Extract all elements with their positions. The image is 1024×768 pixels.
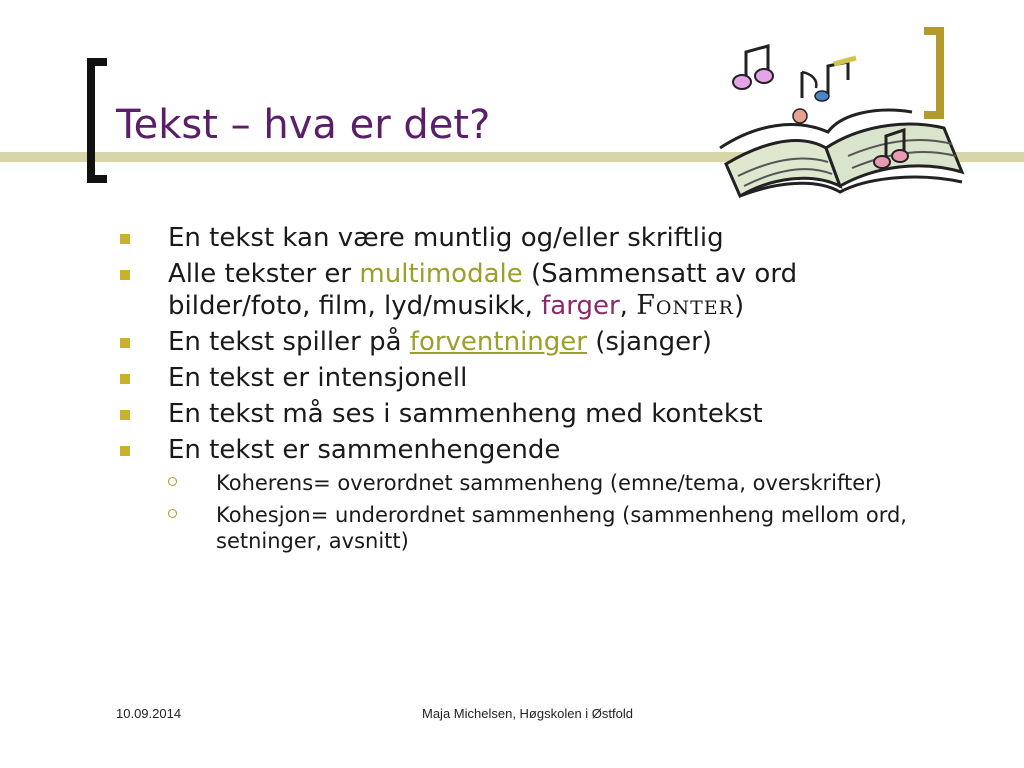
bullet-item: [116, 362, 916, 394]
square-bullet-icon: [120, 338, 130, 348]
bullet-list: [116, 222, 916, 560]
sub-bullet-item: [116, 502, 916, 554]
square-bullet-icon: [120, 270, 130, 280]
bullet-text: En tekst er sammenhengende: [168, 435, 561, 465]
circle-bullet-icon: [168, 509, 177, 518]
bullet-item: [116, 398, 916, 430]
circle-bullet-icon: [168, 477, 177, 486]
sub-bullet-text: Koherens= overordnet sammenheng (emne/tema, overskrifter): [216, 471, 882, 495]
slide-title: Tekst – hva er det?: [116, 102, 491, 148]
square-bullet-icon: [120, 446, 130, 456]
bullet-text: (Sammensatt av ord bilder/foto, film, lyd/musikk,: [168, 259, 798, 321]
bullet-text: (sjanger): [586, 327, 712, 357]
square-bullet-icon: [120, 410, 130, 420]
bullet-text: ): [733, 291, 745, 321]
left-bracket-decoration: [87, 58, 107, 183]
bullet-text: En tekst må ses i sammenheng med kontekst: [168, 399, 763, 429]
bullet-text: En tekst spiller på: [168, 327, 410, 357]
footer-date: 10.09.2014: [116, 706, 182, 721]
bullet-item-multimodal: [116, 258, 916, 322]
square-bullet-icon: [120, 234, 130, 244]
square-bullet-icon: [120, 374, 130, 384]
bullet-text: Alle tekster er: [168, 259, 360, 289]
open-book-music-notes-icon: [716, 36, 968, 214]
bullet-item: [116, 222, 916, 254]
sub-bullet-item: [116, 470, 916, 496]
sub-bullet-text: Kohesjon= underordnet sammenheng (sammenheng mellom ord, setninger, avsnitt): [216, 503, 907, 553]
bullet-text: En tekst er intensjonell: [168, 363, 468, 393]
bullet-item-forventninger: [116, 326, 916, 358]
bullet-text: ,: [619, 291, 637, 321]
bullet-item: [116, 434, 916, 466]
bullet-text: En tekst kan være muntlig og/eller skriftlig: [168, 223, 724, 253]
fonter-stylized: Fonter: [636, 290, 734, 321]
multimodale-highlight: multimodale: [359, 259, 523, 289]
footer-author: Maja Michelsen, Høgskolen i Østfold: [422, 706, 633, 721]
forventninger-link[interactable]: forventninger: [409, 327, 587, 357]
farger-highlight: farger: [541, 291, 620, 321]
